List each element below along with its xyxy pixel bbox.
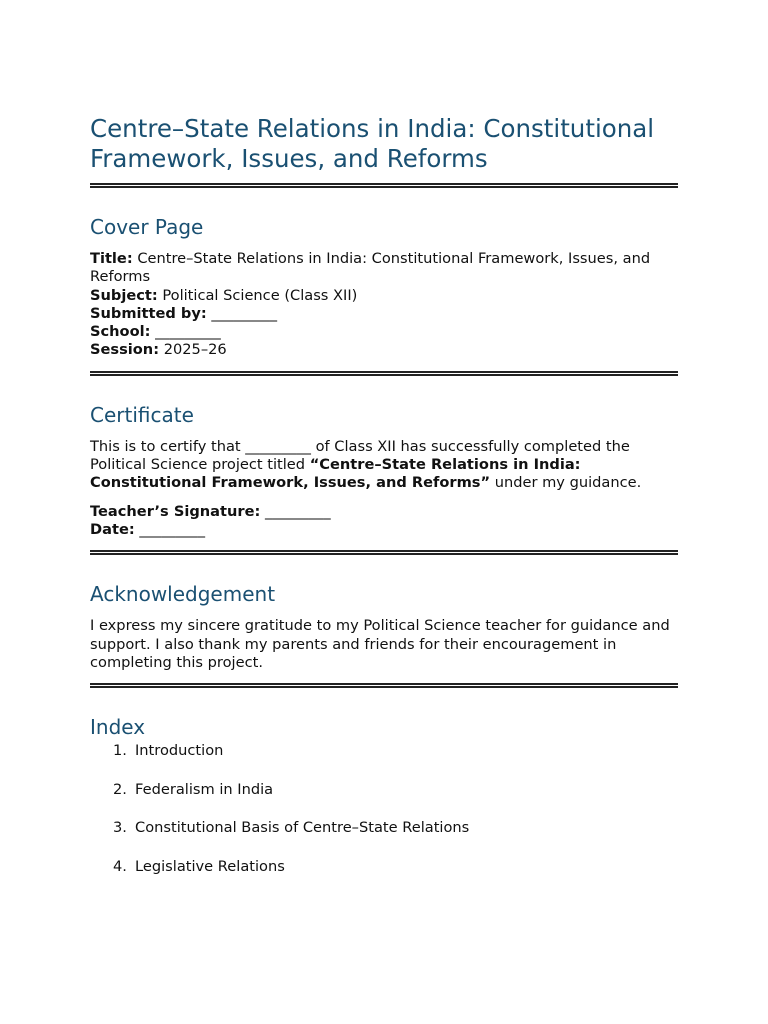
cover-school-label: School: (90, 323, 151, 341)
index-item (90, 858, 678, 876)
cover-title-label: Title: (90, 250, 133, 267)
cover-page-details (90, 250, 678, 360)
certificate-heading: Certificate (90, 402, 194, 427)
cover-title-value: Centre–State Relations in India: Constitutional Framework, Issues, and Reforms (90, 250, 651, 286)
index-item (90, 819, 678, 837)
certificate-date-value: _________ (139, 520, 205, 538)
cover-school-line (90, 323, 678, 341)
section-divider (90, 183, 678, 188)
index-item-label: Introduction (135, 742, 224, 760)
index-item-label: Constitutional Basis of Centre–State Relations (135, 819, 470, 837)
index-item-number: 2. (113, 780, 127, 798)
acknowledgement-heading: Acknowledgement (90, 582, 276, 607)
teacher-signature-line (90, 503, 678, 521)
index-item-number: 3. (113, 819, 127, 837)
cover-school-value: _________ (155, 323, 221, 341)
section-divider (90, 683, 678, 688)
index-item-number: 4. (113, 857, 127, 875)
cover-session-label: Session: (90, 341, 160, 359)
cover-session-value: 2025–26 (163, 341, 227, 359)
cover-submitted-value: _________ (211, 304, 278, 322)
certificate-date-line (90, 521, 678, 539)
cover-submitted-line (90, 305, 678, 323)
teacher-signature-value: _________ (264, 502, 331, 520)
certificate-project-title: “Centre–State Relations in India: Constitutional Framework, Issues, and Reforms” (90, 456, 581, 492)
index-item (90, 781, 678, 799)
certificate-date-label: Date: (90, 520, 135, 538)
teacher-signature-label: Teacher’s Signature: (90, 502, 261, 520)
certificate-text (90, 438, 678, 493)
cover-submitted-label: Submitted by: (90, 304, 207, 322)
index-list (90, 742, 678, 876)
index-item-label: Legislative Relations (135, 857, 285, 875)
document-title: Centre–State Relations in India: Constitutional Framework, Issues, and Reforms (90, 114, 655, 173)
cover-subject-value: Political Science (Class XII) (162, 286, 358, 304)
cover-subject-label: Subject: (90, 286, 158, 304)
cover-page-heading: Cover Page (90, 215, 204, 239)
index-heading: Index (90, 715, 146, 740)
index-item-number: 1. (113, 742, 127, 760)
cover-title-line (90, 250, 678, 287)
cover-subject-line (90, 287, 678, 305)
acknowledgement-text: I express my sincere gratitude to my Political Science teacher for guidance and support. I also thank my parents and friends for their encouragement in completing this project. (90, 617, 670, 671)
certificate-text-start: This is to certify that _________ of Class XII has successfully completed the Political Science project titled (90, 437, 630, 474)
document-page (90, 114, 678, 876)
index-item-label: Federalism in India (135, 780, 274, 798)
section-divider (90, 550, 678, 555)
section-divider (90, 371, 678, 376)
index-item (90, 742, 678, 760)
certificate-text-end: under my guidance. (490, 474, 642, 492)
cover-session-line (90, 341, 678, 359)
